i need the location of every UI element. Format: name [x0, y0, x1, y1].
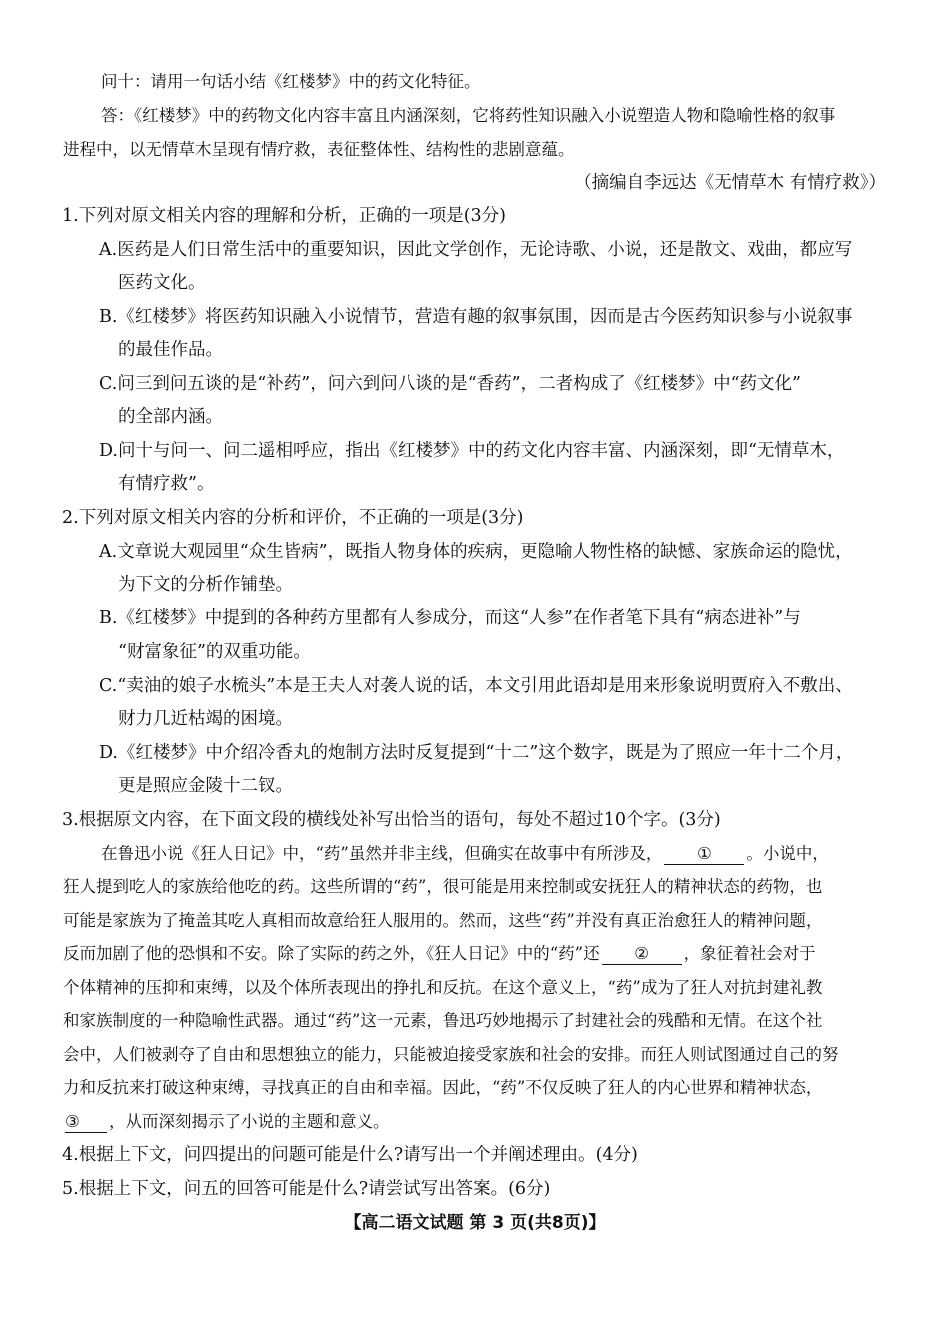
option-a: A.医药是人们日常生活中的重要知识，因此文学创作，无论诗歌、小说，还是散文、戏曲，都应写 — [99, 240, 853, 260]
passage-line — [101, 842, 829, 866]
passage-line: 和家族制度的一种隐喻性武器。通过“药”这一元素，鲁迅巧妙地揭示了封建社会的残酷和无情。在这个社 — [63, 1011, 823, 1030]
passage-line: 个体精神的压抑和束缚，以及个体所表现出的挣扎和反抗。在这个意义上，“药”成为了狂人对抗封建礼教 — [63, 978, 823, 997]
passage-text: ，从而深刻揭示了小说的主题和意义。 — [109, 1112, 390, 1131]
answer-line: 答：《红楼梦》中的药物文化内容丰富且内涵深刻，它将药性知识融入小说塑造人物和隐喻性格的叙事 — [101, 106, 836, 125]
option-c: C.“卖油的娘子水梳头”本是王夫人对袭人说的话，本文引用此语却是用来形象说明贾府入不敷出、 — [99, 676, 853, 696]
question-5-stem: 5.根据上下文，问五的回答可能是什么?请尝试写出答案。(6分) — [62, 1179, 551, 1199]
option-a: A.文章说大观园里“众生皆病”，既指人物身体的疾病，更隐喻人物性格的缺憾、家族命运的隐忧， — [99, 542, 853, 562]
option-a-cont: 为下文的分析作铺垫。 — [118, 575, 293, 595]
question-4-stem: 4.根据上下文，问四提出的问题可能是什么?请写出一个并阐述理由。(4分) — [62, 1145, 638, 1165]
passage-line: 会中，人们被剥夺了自由和思想独立的能力，只能被迫接受家族和社会的安排。而狂人则试图通过自己的努 — [63, 1045, 839, 1064]
passage-text: ，象征着社会对于 — [683, 944, 816, 963]
passage-line: 可能是家族为了掩盖其吃人真相而故意给狂人服用的。然而，这些“药”并没有真正治愈狂人的精神问题， — [63, 911, 823, 930]
fill-blank-1[interactable]: ① — [664, 844, 744, 865]
passage-line — [63, 1110, 390, 1134]
page-footer: 【高二语文试题 第 3 页(共8页)】 — [344, 1213, 606, 1233]
question-ten: 问十：请用一句话小结《红楼梦》中的药文化特征。 — [101, 72, 481, 91]
option-b: B.《红楼梦》中提到的各种药方里都有人参成分，而这“人参”在作者笔下具有“病态进补”与 — [99, 608, 801, 628]
passage-line — [63, 942, 816, 966]
option-c-cont: 财力几近枯竭的困境。 — [118, 709, 293, 729]
option-b-cont: “财富象征”的双重功能。 — [118, 642, 311, 662]
passage-line: 力和反抗来打破这种束缚，寻找真正的自由和幸福。因此，“药”不仅反映了狂人的内心世界和精神状态， — [63, 1078, 823, 1097]
passage-text: 。小说中， — [746, 844, 829, 863]
option-b-cont: 的最佳作品。 — [118, 340, 223, 360]
option-c-cont: 的全部内涵。 — [118, 407, 223, 427]
option-d-cont: 更是照应金陵十二钗。 — [118, 776, 293, 796]
option-d: D.问十与问一、问二遥相呼应，指出《红楼梦》中的药文化内容丰富、内涵深刻，即“无情草木， — [99, 441, 845, 461]
fill-blank-3[interactable]: ③ — [65, 1112, 107, 1133]
option-d-cont: 有情疗救”。 — [118, 474, 215, 494]
question-1-stem: 1.下列对原文相关内容的理解和分析，正确的一项是(3分) — [62, 206, 506, 226]
fill-blank-2[interactable]: ② — [602, 944, 682, 965]
passage-line: 狂人提到吃人的家族给他吃的药。这些所谓的“药”，很可能是用来控制或安抚狂人的精神状态的药物，也 — [63, 877, 823, 896]
option-c: C.问三到问五谈的是“补药”，问六到问八谈的是“香药”，二者构成了《红楼梦》中“药文化” — [99, 374, 802, 394]
passage-text: 反而加剧了他的恐惧和不安。除了实际的药之外，《狂人日记》中的“药”还 — [63, 944, 600, 963]
option-b: B.《红楼梦》将医药知识融入小说情节，营造有趣的叙事氛围，因而是古今医药知识参与小说叙事 — [99, 307, 853, 327]
question-2-stem: 2.下列对原文相关内容的分析和评价，不正确的一项是(3分) — [62, 508, 524, 528]
option-a-cont: 医药文化。 — [118, 273, 206, 293]
passage-text: 在鲁迅小说《狂人日记》中，“药”虽然并非主线，但确实在故事中有所涉及， — [101, 844, 663, 863]
source-citation: （摘编自李远达《无情草木 有情疗救》） — [574, 173, 886, 193]
option-d: D.《红楼梦》中介绍冷香丸的炮制方法时反复提到“十二”这个数字，既是为了照应一年十二个月， — [99, 743, 854, 763]
answer-line: 进程中，以无情草木呈现有情疗救，表征整体性、结构性的悲剧意蕴。 — [63, 140, 575, 159]
question-3-stem: 3.根据原文内容，在下面文段的横线处补写出恰当的语句，每处不超过10个字。(3分) — [62, 810, 721, 830]
